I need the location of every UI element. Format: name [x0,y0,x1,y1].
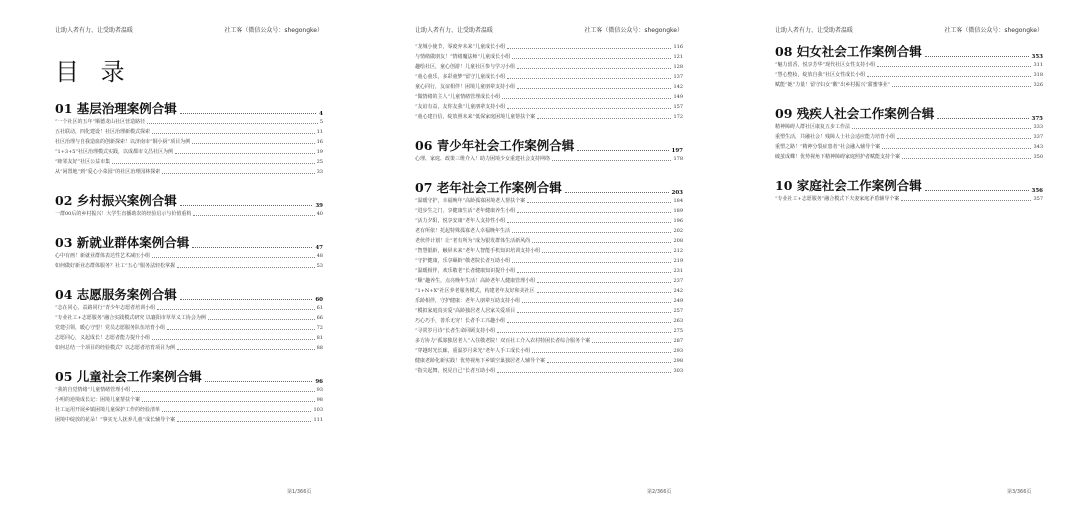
section-heading[interactable] [55,99,323,117]
entry-page-number: 350 [1033,154,1043,160]
entry-page-number: 66 [316,315,323,321]
toc-entry[interactable] [415,296,683,306]
entry-page-number: 25 [316,159,323,165]
toc-entry[interactable] [55,147,323,157]
dot-leader [112,163,315,164]
dot-leader [592,342,671,343]
dot-leader [527,202,671,203]
entry-page-number: 53 [316,263,323,269]
entry-page-number: 311 [1033,62,1043,68]
section-title: 07 老年社会工作案例合辑 [415,180,562,195]
section-heading[interactable] [775,176,1043,194]
toc-entry[interactable] [415,266,683,276]
entry-title: 从“闲置地”到“爱心小菜园”的社区治理园林探索 [55,169,161,175]
dot-leader [497,372,671,373]
entry-page-number: 257 [673,308,683,314]
toc-entry[interactable] [775,194,1043,204]
entry-page-number: 149 [673,94,683,100]
entry-page-number: 318 [1033,72,1043,78]
entry-title: “做情绪的主人”儿童情绪管理成长小组 [415,94,501,100]
entry-title: “1+N+X”社区养老服务模式，构建老年友好和美社区 [415,288,535,294]
entry-page-number: 249 [673,298,683,304]
dot-leader [162,411,311,412]
entry-page-number: 16 [316,139,323,145]
section-page-number: 375 [1031,116,1043,122]
entry-page-number: 98 [316,397,323,403]
toc-entry[interactable] [55,157,323,167]
dot-leader [152,257,315,258]
dot-leader [175,153,315,154]
section-title: 06 青少年社会工作案例合辑 [415,138,575,153]
entry-page-number: 303 [673,368,683,374]
dot-leader [177,267,315,268]
section-heading[interactable] [415,178,683,196]
entry-page-number: 263 [673,318,683,324]
section-page-number: 356 [1031,188,1043,194]
section-title: 03 新就业群体案例合辑 [55,235,190,250]
toc-entry[interactable] [775,122,1043,132]
toc-entry[interactable] [55,415,323,425]
section-page-number: 47 [315,245,323,251]
entry-title: “我的自觉情绪”儿童情绪管理小组 [55,387,131,393]
entry-title: 小明的逆境成长记：困境儿童帮扶个案 [55,397,141,403]
entry-title: “慧心整妆，绽放自我”社区女性成长小组 [775,72,866,78]
section-page-number: 4 [319,111,323,117]
entry-page-number: 208 [673,238,683,244]
entry-page-number: 178 [673,156,683,162]
entry-title: 社区治理与自我造血的创新探索！以济南市“铜小厨”项目为例 [55,139,191,145]
dot-leader [507,48,671,49]
entry-title: “童心建自信，绽放照未来”低保家庭困境儿童帮扶个案 [415,114,536,120]
entry-title: 心中有画！新就业群体表达性艺术减压小组 [55,253,151,259]
entry-title: “温暖相伴，欢乐敬老”长者健康知识提升小组 [415,268,516,274]
dot-leader [852,128,1031,129]
entry-title: 一群00后的乡村振兴！大学生直播助农的经验启示与价值重构 [55,211,192,217]
section-page-number: 353 [1031,54,1043,60]
dot-leader [542,252,671,253]
entry-title: “1+3+5”社区治理模式实践，以成都市文昌社区为例 [55,149,174,155]
toc-entry[interactable] [55,127,323,137]
toc-entry[interactable] [415,82,683,92]
toc-entry[interactable] [415,276,683,286]
dot-leader [205,381,313,382]
section-heading[interactable] [55,233,323,251]
entry-title: 精神障碍人群社区康复五步工作法 [775,124,851,130]
entry-page-number: 116 [673,44,683,50]
toc-entry[interactable] [55,333,323,343]
section-title: 01 基层治理案例合辑 [55,101,177,116]
toc-entry[interactable] [415,306,683,316]
entry-page-number: 72 [316,325,323,331]
entry-title: 破茧成蝶！优势视角下精神障碍家庭照护者赋能支持个案 [775,154,901,160]
toc-entry[interactable] [415,316,683,326]
entry-title: “模拟家庭真实爱”高龄独居老人居家关爱项目 [415,308,516,314]
dot-leader [517,88,671,89]
dot-leader [577,150,668,151]
entry-title: 党建引领，暖心守望！党员志愿服务队伍培育小组 [55,325,166,331]
entry-title: 如何总结一个项目的经验模式？以志愿者培育项目为例 [55,345,176,351]
toc-entry[interactable] [775,132,1043,142]
toc-entry[interactable] [415,72,683,82]
dot-leader [192,247,312,248]
toc-entry[interactable] [55,167,323,177]
entry-title: “智慧银龄，触屏未来”老年人智能手机知识培训支持小组 [415,248,541,254]
toc-entry[interactable] [415,112,683,122]
dot-leader [507,78,671,79]
toc-entry[interactable] [55,313,323,323]
entry-page-number: 88 [316,345,323,351]
dot-leader [937,118,1028,119]
page-header [775,25,1043,35]
entry-title: 心理、家庭、政策三维介入！助力困境少女重建社会支持网络 [415,156,551,162]
toc-entry[interactable] [55,261,323,271]
toc-entry[interactable] [55,251,323,261]
toc-entry[interactable] [415,236,683,246]
toc-entry[interactable] [415,366,683,376]
entry-title: 困境中绽放的花朵！“事实无人抚养儿童”成长辅导个案 [55,417,176,423]
toc-entry[interactable] [775,60,1043,70]
dot-leader [497,332,671,333]
entry-page-number: 333 [1033,124,1043,130]
entry-title: “顺”趣养生，点亮晚年生活！高龄老年人健康管理小组 [415,278,536,284]
entry-page-number: 337 [1033,134,1043,140]
section-page-number: 96 [315,379,323,385]
entry-title: “温暖守护，幸福晚年”高龄孤寡困境老人帮扶个案 [415,198,526,204]
entry-page-number: 343 [1033,144,1043,150]
dot-leader [902,158,1031,159]
entry-title: “睦邻友好”社区公益市集 [55,159,111,165]
dot-leader [532,352,671,353]
entry-title: 重塑之路！“精神分裂症患者”社会融入辅导个案 [775,144,881,150]
entry-page-number: 111 [313,417,323,423]
entry-page-number: 103 [313,407,323,413]
dot-leader [167,329,315,330]
toc-entry[interactable] [415,356,683,366]
page-footer-number: 第2/366页 [647,489,672,495]
toc-entry[interactable] [415,206,683,216]
entry-page-number: 11 [316,129,323,135]
entry-title: 多方协力“孤寡独居老人”入住敬老院！双百社工介入农村特困长者综合服务个案 [415,338,591,344]
dot-leader [152,133,315,134]
entry-page-number: 212 [673,248,683,254]
dot-leader [502,98,671,99]
dot-leader [180,113,316,114]
entry-title: 志愿同心，义起成长！志愿者能力提升小组 [55,335,151,341]
dot-leader [925,190,1029,191]
dot-leader [507,222,671,223]
section-heading[interactable] [415,136,683,154]
page-footer-number: 第3/366页 [1007,489,1032,495]
dot-leader [180,299,313,300]
toc-entry[interactable] [415,42,683,52]
section-title: 09 残疾人社会工作案例合辑 [775,106,935,121]
dot-leader [193,215,314,216]
entry-title: “友谊有益，友你友我”儿童朋辈支持小组 [415,104,506,110]
section-heading[interactable] [775,104,1043,122]
entry-title: 五社联动，四化建设！社区治理新模式探索 [55,129,151,135]
dot-leader [208,319,315,320]
dot-leader [877,66,1031,67]
dot-leader [901,200,1031,201]
dot-leader [517,272,671,273]
dot-leader [552,160,671,161]
toc-entry[interactable] [415,286,683,296]
section-title: 02 乡村振兴案例合辑 [55,193,177,208]
toc-body [55,40,323,425]
section-page-number: 39 [315,203,323,209]
dot-leader [192,143,315,144]
dot-leader [517,312,671,313]
page-header [55,25,323,35]
dot-leader [162,173,314,174]
entry-title: 社工运用开展乡镇困境儿童保护工作的经验清单 [55,407,161,413]
entry-page-number: 81 [316,335,323,341]
entry-page-number: 231 [673,268,683,274]
header-slogan: 让助人者有力、让受助者温暖 [775,27,854,34]
entry-page-number: 33 [316,169,323,175]
entry-title: “童心童乐，多彩童梦”留守儿童成长小组 [415,74,506,80]
entry-page-number: 184 [673,198,683,204]
header-slogan: 让助人者有力、让受助者温暖 [415,27,494,34]
toc-entry[interactable] [415,246,683,256]
toc-entry[interactable] [415,92,683,102]
entry-title: “守护健康，乐享颐龄”敬老院长者互助小组 [415,258,511,264]
page-1 [55,0,355,509]
toc-entry[interactable] [55,405,323,415]
dot-leader [512,58,671,59]
dot-leader [157,309,315,310]
section-heading[interactable] [55,285,323,303]
dot-leader [180,205,313,206]
toc-entry[interactable] [415,52,683,62]
entry-page-number: 157 [673,104,683,110]
entry-title: 重塑生活，共融社会！残障人士社会适应能力培育小组 [775,134,896,140]
entry-title: 老伙伴计划！让“老有所为”成为银发群体生活新风尚 [415,238,531,244]
dot-leader [147,123,318,124]
toc-entry[interactable] [55,137,323,147]
entry-title: “志在同心，益路同行”青少年志愿者培训小组 [55,305,156,311]
page-header [415,25,683,35]
entry-title: 健康老龄化新实践！优势视角下乡镇空巢独居老人辅导个案 [415,358,546,364]
entry-title: “寻常岁月诗”长者生命回顾支持小组 [415,328,496,334]
dot-leader [537,118,671,119]
header-source: 社工客（微信公众号：shegongke） [584,27,683,34]
entry-title: 巧心巧手，善乐无穷！长者手工兴趣小组 [415,318,506,324]
entry-page-number: 326 [1033,82,1043,88]
section-page-number: 203 [671,190,683,196]
header-source: 社工客（微信公众号：shegongke） [224,27,323,34]
toc-entry[interactable] [55,209,323,219]
dot-leader [517,212,671,213]
section-page-number: 197 [671,148,683,154]
toc-entry[interactable] [775,152,1043,162]
entry-title: “龙城小使节，零废弃未来”儿童成长小组 [415,44,506,50]
entry-page-number: 19 [316,149,323,155]
entry-title: 趣绘社区，童心创游！儿童社区参与学习小组 [415,64,516,70]
dot-leader [547,362,671,363]
toc-entry[interactable] [415,62,683,72]
entry-title: “指尖起舞，悦见自己”长者互助小组 [415,368,496,374]
dot-leader [565,192,669,193]
toc-entry[interactable] [55,117,323,127]
entry-page-number: 237 [673,278,683,284]
entry-page-number: 196 [673,218,683,224]
entry-page-number: 293 [673,348,683,354]
entry-title: “一个社区的五年”顺德龙山社区营造路径 [55,119,146,125]
section-title: 10 家庭社会工作案例合辑 [775,178,922,193]
entry-page-number: 40 [316,211,323,217]
entry-title: “穿越时光长廊，重温岁月荣光”老年人手工成长小组 [415,348,531,354]
entry-page-number: 142 [673,84,683,90]
toc-body [775,40,1043,204]
toc-entry[interactable] [415,336,683,346]
toc-entry[interactable] [415,226,683,236]
dot-leader [142,401,315,402]
section-heading[interactable] [55,191,323,209]
toc-entry[interactable] [415,102,683,112]
section-title: 04 志愿服务案例合辑 [55,287,177,302]
toc-entry[interactable] [415,346,683,356]
toc-entry[interactable] [55,343,323,353]
toc-entry[interactable] [775,142,1043,152]
dot-leader [152,339,315,340]
dot-leader [537,292,672,293]
dot-leader [522,302,671,303]
section-heading[interactable] [775,42,1043,60]
toc-entry[interactable] [415,326,683,336]
dot-leader [892,86,1031,87]
entry-title: “进步生之门，享健康生活”老年健康养生小组 [415,208,516,214]
toc-entry[interactable] [55,303,323,313]
dot-leader [925,56,1029,57]
dot-leader [177,421,311,422]
dot-leader [507,322,671,323]
toc-entry[interactable] [775,70,1043,80]
section-title: 08 妇女社会工作案例合辑 [775,44,922,59]
dot-leader [512,262,671,263]
toc-body [415,40,683,376]
dot-leader [132,391,315,392]
dot-leader [882,148,1031,149]
dot-leader [532,242,671,243]
entry-title: 赋能“她”力量！留守妇女“酸”出乡村振兴“甜蜜事业” [775,82,891,88]
section-page-number: 60 [315,297,323,303]
toc-entry[interactable] [55,323,323,333]
toc-entry[interactable] [415,216,683,226]
section-heading[interactable] [55,367,323,385]
dot-leader [507,108,671,109]
entry-title: “专业社工+志愿服务”融合模式下夫妻家庭矛盾辅导个案 [775,196,900,202]
entry-page-number: 48 [316,253,323,259]
entry-page-number: 61 [316,305,323,311]
entry-page-number: 128 [673,64,683,70]
toc-entry[interactable] [415,256,683,266]
entry-page-number: 357 [1033,196,1043,202]
entry-page-number: 202 [673,228,683,234]
entry-title: 乐龄相伴，守护健康：老年人朋辈互助支持小组 [415,298,521,304]
dot-leader [517,68,671,69]
entry-page-number: 287 [673,338,683,344]
dot-leader [512,232,671,233]
entry-page-number: 5 [319,119,323,125]
header-slogan: 让助人者有力、让受助者温暖 [55,27,134,34]
toc-entry[interactable] [775,80,1043,90]
dot-leader [867,76,1031,77]
entry-title: “专业社工+志愿服务”融合实践模式研究 以襄阳市草草义工协会为例 [55,315,206,321]
entry-title: “魅力留香，悦享芳华”现代社区女性支持小组 [775,62,876,68]
toc-entry[interactable] [55,395,323,405]
entry-page-number: 121 [673,54,683,60]
page-3 [775,0,1075,509]
toc-entry[interactable] [415,154,683,164]
page-footer-number: 第1/366页 [287,489,312,495]
entry-title: 与情绪做朋友！“情绪魔法师”儿童成长小组 [415,54,511,60]
toc-title: 目 录 [55,58,132,86]
entry-title: “活力夕阳，悦享安康”老年人支持性小组 [415,218,506,224]
dot-leader [177,349,315,350]
entry-page-number: 242 [673,288,683,294]
dot-leader [897,138,1031,139]
entry-page-number: 93 [316,387,323,393]
section-title: 05 儿童社会工作案例合辑 [55,369,202,384]
entry-title: 童心同行，友谊相伴！困境儿童朋辈支持小组 [415,84,516,90]
toc-entry[interactable] [415,196,683,206]
entry-page-number: 172 [673,114,683,120]
toc-entry[interactable] [55,385,323,395]
page-2 [415,0,715,509]
entry-page-number: 219 [673,258,683,264]
entry-title: 老有所依！托起特殊孤寡老人幸福晚年生活 [415,228,511,234]
entry-title: 如何做好新业态群体服务？社工“五心”服务法轻松掌握 [55,263,176,269]
header-source: 社工客（微信公众号：shegongke） [944,27,1043,34]
entry-page-number: 137 [673,74,683,80]
entry-page-number: 189 [673,208,683,214]
dot-leader [537,282,671,283]
entry-page-number: 298 [673,358,683,364]
entry-page-number: 275 [673,328,683,334]
